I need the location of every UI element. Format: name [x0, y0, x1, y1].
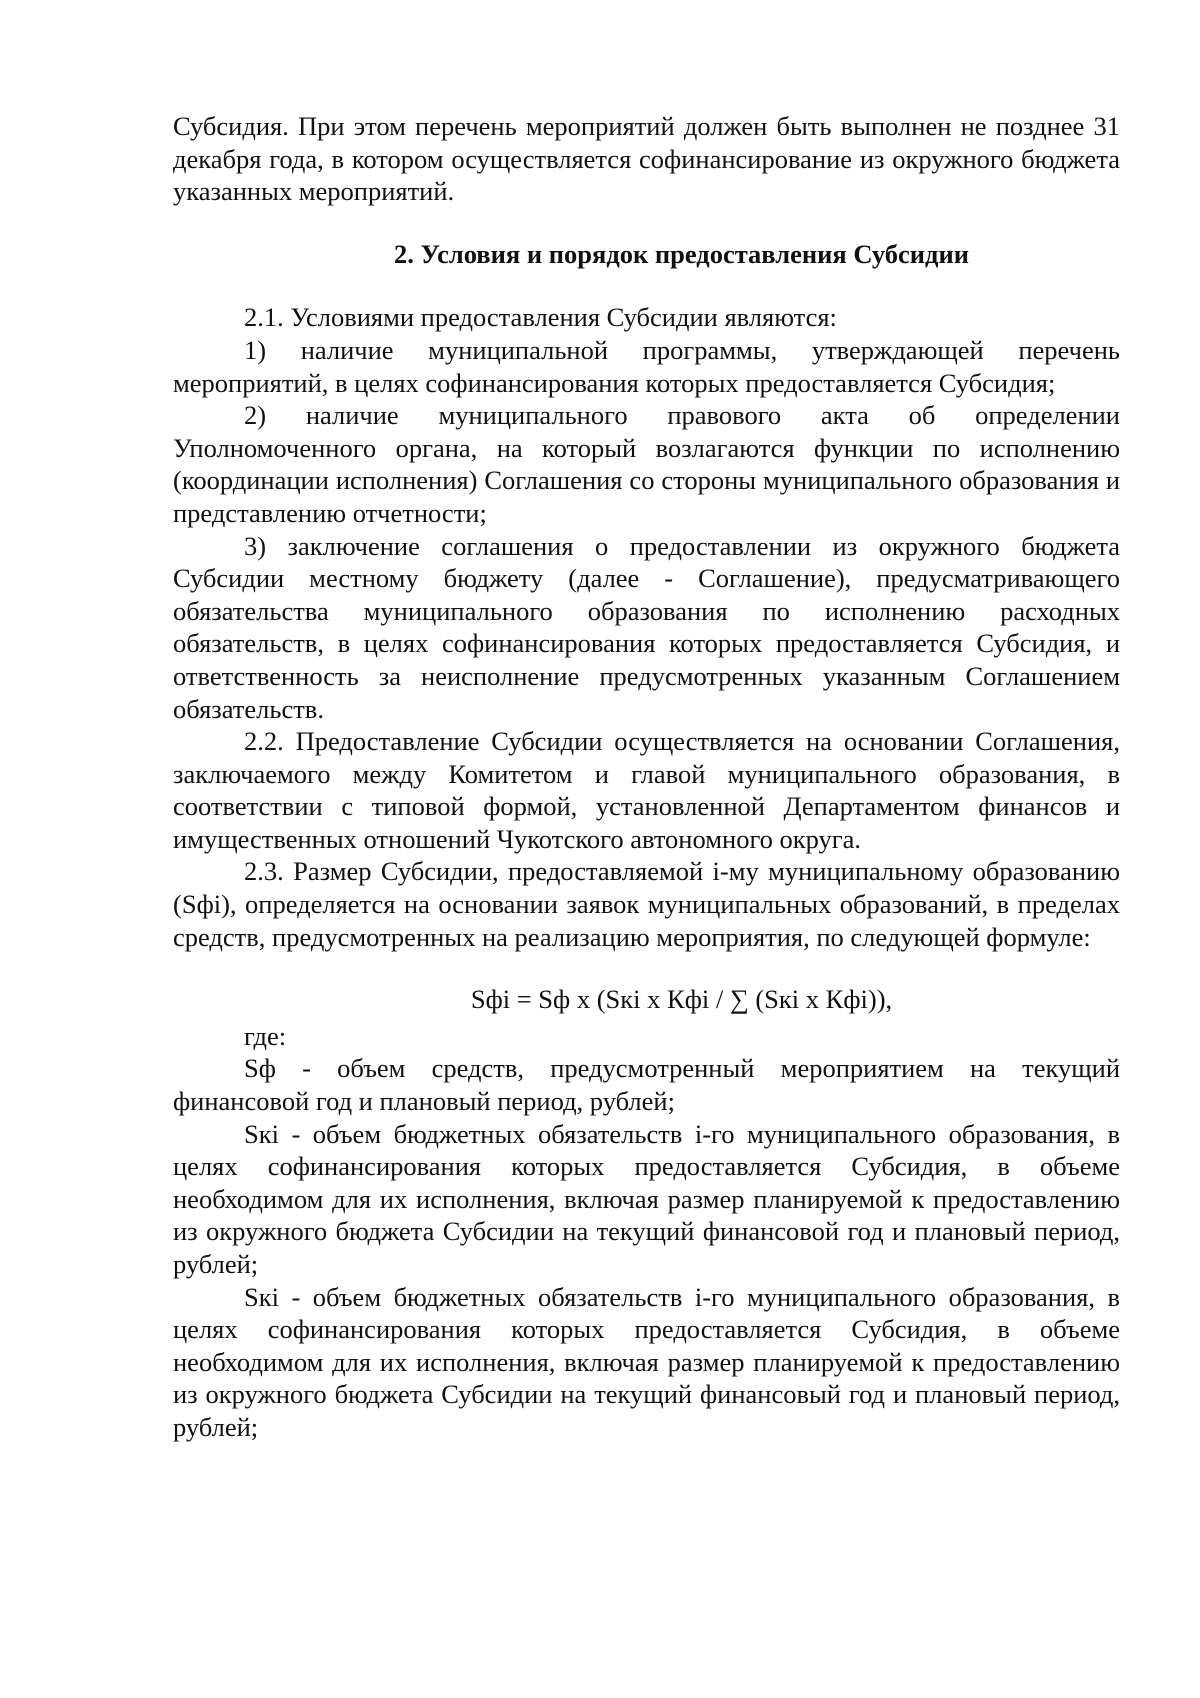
- subsidy-formula: Sфi = Sф х (Sкi х Кфi / ∑ (Sкi х Кфi)),: [470, 984, 893, 1015]
- definition-sf: Sф - объем средств, предусмотренный мероприятием на текущий финансовой год и плановый период, рублей;: [173, 1053, 1120, 1117]
- section-heading: 2. Условия и порядок предоставления Субсидии: [393, 238, 969, 269]
- document-page: [173, 110, 1120, 1444]
- paragraph-2-2: 2.2. Предоставление Субсидии осуществляется на основании Соглашения, заключаемого между Комитетом и главой муниципального образования, в соответствии с типовой формой, установленной Департаментом финансов и имущественных отношений Чукотского автономного округа.: [173, 726, 1120, 854]
- paragraph-2-1: 2.1. Условиями предоставления Субсидии являются:: [244, 302, 837, 333]
- definition-ski-first: Sкi - объем бюджетных обязательств i-го муниципального образования, в целях софинансирования которых предоставляется Субсидия, в объеме необходимом для их исполнения, включая размер планируемой к предоставлению из окружного бюджета Субсидии на текущий финансовой год и плановый период, рублей;: [173, 1118, 1120, 1279]
- condition-3: 3) заключение соглашения о предоставлении из окружного бюджета Субсидии местному бюджету (далее - Соглашение), предусматривающего обязательства муниципального образования по исполнению расходных обязательств, в целях софинансирования которых предоставляется Субсидия, и ответственность за неисполнение предусмотренных указанным Соглашением обязательств.: [173, 530, 1120, 724]
- paragraph-2-3: 2.3. Размер Субсидии, предоставляемой i-му муниципальному образованию (Sфi), определяется на основании заявок муниципальных образований, в пределах средств, предусмотренных на реализацию мероприятия, по следующей формуле:: [173, 856, 1120, 952]
- intro-paragraph: Субсидия. При этом перечень мероприятий должен быть выполнен не позднее 31 декабря года, в котором осуществляется софинансирование из окружного бюджета указанных мероприятий.: [173, 111, 1120, 207]
- definition-ski-second: Sкi - объем бюджетных обязательств i-го муниципального образования, в целях софинансирования которых предоставляется Субсидия, в объеме необходимом для их исполнения, включая размер планируемой к предоставлению из окружного бюджета Субсидии на текущий финансовый год и плановый период, рублей;: [173, 1281, 1120, 1442]
- condition-1: 1) наличие муниципальной программы, утверждающей перечень мероприятий, в целях софинансирования которых предоставляется Субсидия;: [173, 334, 1120, 398]
- where-label: где:: [244, 1020, 287, 1051]
- condition-2: 2) наличие муниципального правового акта об определении Уполномоченного органа, на который возлагаются функции по исполнению (координации исполнения) Соглашения со стороны муниципального образования и представлению отчетности;: [173, 400, 1120, 528]
